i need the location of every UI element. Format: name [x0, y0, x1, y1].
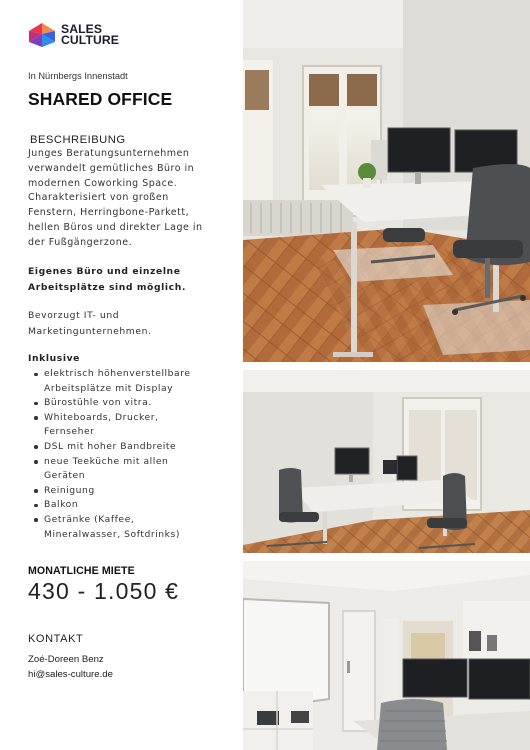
list-item-text: Fernseher [44, 426, 95, 438]
list-item [34, 367, 191, 396]
description-text [28, 147, 238, 251]
brand-logo [28, 22, 119, 48]
list-item [34, 484, 191, 499]
brand-line-1: SALES [61, 22, 103, 36]
contact-email[interactable]: hi@sales-culture.de [28, 669, 113, 680]
bullet-icon [34, 416, 38, 420]
list-item-text: Getränke (Kaffee, [44, 513, 135, 525]
list-item-text: Geräten [44, 470, 86, 482]
bullet-icon [34, 445, 38, 449]
description-line: der Fußgängerzone. [28, 236, 133, 248]
contact-heading: KONTAKT [28, 633, 84, 645]
preference-note [28, 308, 152, 339]
brand-wordmark [61, 24, 119, 46]
list-item-text: DSL mit hoher Bandbreite [44, 440, 177, 452]
list-item [34, 498, 191, 513]
contact-name: Zoé-Doreen Benz [28, 654, 104, 665]
bullet-icon [34, 402, 38, 406]
bullet-icon [34, 518, 38, 522]
rent-value: 430 - 1.050 € [28, 578, 180, 604]
list-item-text: Whiteboards, Drucker, [44, 411, 159, 423]
list-item-text: Balkon [44, 499, 79, 511]
highlight-note [28, 264, 186, 295]
info-column [0, 0, 242, 750]
inclusive-list [34, 367, 191, 542]
list-item [34, 411, 191, 440]
bullet-icon [34, 489, 38, 493]
bullet-icon [34, 504, 38, 508]
list-item-text: Bürostühle von vitra. [44, 397, 152, 409]
bullet-icon [34, 373, 38, 377]
description-line: Fenstern, Herringbone-Parkett, [28, 207, 190, 219]
list-item-text: Arbeitsplätze mit Display [44, 382, 174, 394]
brand-line-2: CULTURE [61, 33, 120, 47]
list-item [34, 455, 191, 484]
list-item-text: elektrisch höhenverstellbare [44, 368, 191, 379]
office-photo-2 [243, 370, 530, 553]
office-photo-3 [243, 561, 530, 750]
list-item [34, 513, 191, 542]
list-item [34, 440, 191, 455]
description-line: verwandelt gemütliches Büro in [28, 162, 195, 174]
preference-line: Bevorzugt IT- und [28, 310, 120, 321]
list-item-text: Mineralwasser, Softdrinks) [44, 528, 181, 540]
list-item-text: neue Teeküche mit allen [44, 455, 169, 467]
office-photo-1 [243, 0, 530, 362]
inclusive-heading: Inklusive [28, 353, 80, 364]
page-title: SHARED OFFICE [28, 89, 173, 109]
description-line: hellen Büros und direkter Lage in [28, 221, 203, 233]
list-item [34, 396, 191, 411]
description-line: modernen Coworking Space. [28, 177, 178, 189]
description-heading: BESCHREIBUNG [30, 134, 126, 146]
description-line: Charakterisiert von großen [28, 192, 169, 204]
preference-line: Marketingunternehmen. [28, 325, 152, 337]
description-line: Junges Beratungsunternehmen [28, 148, 190, 159]
highlight-line: Eigenes Büro und einzelne [28, 266, 181, 277]
logo-mark-icon [28, 22, 56, 48]
highlight-line: Arbeitsplätze sind möglich. [28, 281, 186, 293]
list-item-text: Reinigung [44, 484, 95, 496]
rent-heading: MONATLICHE MIETE [28, 565, 135, 577]
page-subtitle: In Nürnbergs Innenstadt [28, 71, 128, 81]
bullet-icon [34, 460, 38, 464]
